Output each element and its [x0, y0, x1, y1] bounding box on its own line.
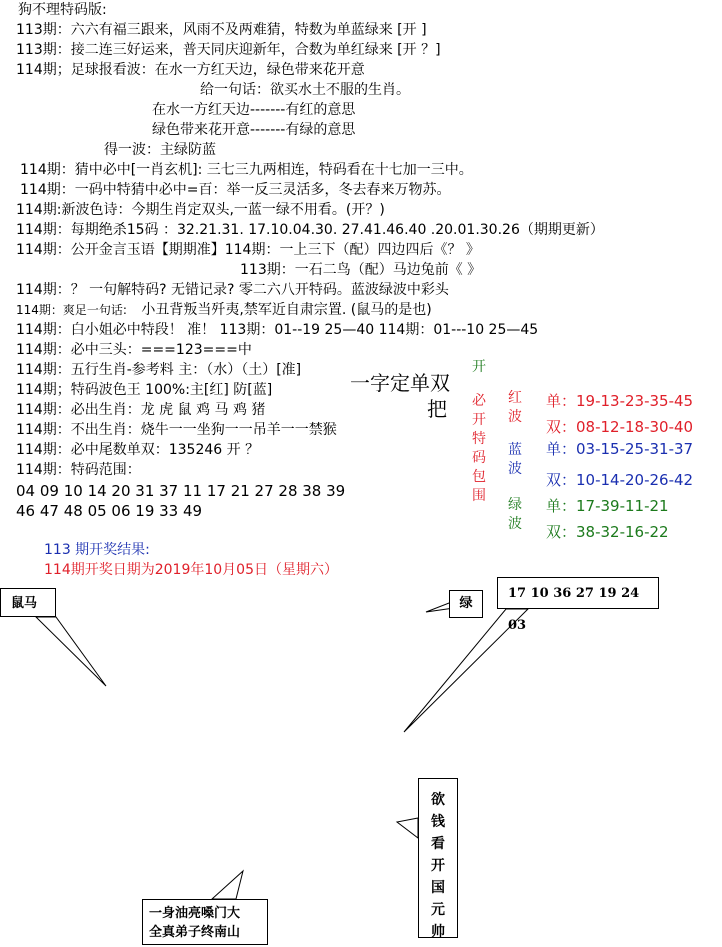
result-113: 113 期开奖结果: — [44, 542, 150, 558]
line-bichu: 114期：必出生肖：龙 虎 鼠 鸡 马 鸡 猪 — [16, 402, 266, 418]
page-title: 狗不理特码版: — [18, 2, 107, 18]
line-113-1: 113期：六六有福三跟来，风雨不及两难猜，特数为单蓝绿来 [开 ] — [16, 22, 427, 38]
bubble-yuqian: 欲钱看开国元帅 — [418, 778, 458, 938]
line-baixiaojie: 114期：白小姐必中特段！ 准！ 113期：01--19 25—40 114期：01---10 25—45 — [16, 322, 539, 338]
range-row-1: 04 09 10 14 20 31 37 11 17 21 27 28 38 39 — [16, 482, 346, 500]
line-jinyan: 114期：公开金言玉语【期期准】114期：一上三下（配）四边四后《？ 》 — [16, 242, 480, 258]
line-buchu: 114期：不出生肖：烧牛一一坐狗一一吊羊一一禁猴 — [16, 422, 337, 438]
line-wuxing: 114期：五行生肖-参考料 主：（水）（土）[准] — [16, 362, 302, 378]
red-double: 双：08-12-18-30-40 — [546, 418, 694, 436]
vertical-red-text: 必开特码包围 — [472, 393, 486, 504]
line-santou: 114期：必中三头：===123===中 — [16, 342, 252, 358]
proverb-text: 小丑背叛当歼夷,禁军近自肃宗置. (鼠马的是也) — [141, 302, 432, 318]
blue-wave-label: 蓝波 — [508, 442, 522, 477]
line-114-football: 114期；足球报看波：在水一方红天边，绿色带来花开意 — [16, 62, 365, 78]
line-green-meaning: 绿色带来花开意-------有绿的意思 — [152, 122, 356, 138]
bubble-bottom-line-1: 一身油亮嗓门大 — [149, 906, 241, 921]
vertical-green-text: 开 — [472, 359, 486, 375]
line-hint: 给一句话：欲买水土不服的生肖。 — [200, 82, 410, 98]
tail-bottom — [212, 871, 243, 899]
tail-yuqian — [397, 818, 418, 838]
line-xuanji: 114期：猜中必中[一肖玄机]: 三七三九两相连，特码看在十七加一三中。 — [20, 162, 473, 178]
red-wave-label: 红波 — [508, 390, 522, 425]
blue-double: 双：10-14-20-26-42 — [546, 471, 694, 489]
red-single: 单：19-13-23-35-45 — [546, 392, 694, 410]
proverb-label: 114期：爽足一句话: — [16, 303, 127, 317]
line-fanwei: 114期：特码范围： — [16, 462, 141, 478]
line-113-2: 113期：接二连三好运来，普天同庆迎新年，合数为单红绿来 [开 ？] — [16, 42, 441, 58]
big-title: 一字定单双 — [350, 371, 450, 395]
line-jue-sha: 114期：每期绝杀15码 ：32.21.31. 17.10.04.30. 27.41.46.40 .20.01.30.26（期期更新） — [16, 222, 604, 238]
line-weishu: 114期：必中尾数单双：135246 开 ？ — [16, 442, 260, 458]
range-row-2: 46 47 48 05 06 19 33 49 — [16, 502, 203, 520]
green-double: 双：38-32-16-22 — [546, 523, 669, 541]
green-wave-label: 绿波 — [508, 497, 522, 532]
bubble-lv: 绿 — [449, 590, 483, 618]
blue-single: 单：03-15-25-31-37 — [546, 440, 694, 458]
line-yiju: 114期：？ 一句解特码? 无错记录? 零二六八开特码。蓝波绿波中彩头 — [16, 282, 449, 298]
green-single: 单：17-39-11-21 — [546, 497, 669, 515]
line-wave: 得一波：主绿防蓝 — [104, 142, 216, 158]
line-red-meaning: 在水一方红天边-------有红的意思 — [152, 102, 356, 118]
line-bosewang: 114期；特码波色王 100%:主[红] 防[蓝] — [16, 382, 273, 398]
result-114: 114期开奖日期为2019年10月05日（星期六） — [44, 562, 338, 578]
line-bose-poem: 114期:新波色诗：今期生肖定双头,一蓝一绿不用看。(开？) — [16, 202, 385, 218]
tail-shuma — [36, 617, 106, 686]
line-yima: 114期：一码中特猜中必中=百：举一反三灵活多，冬去春来万物苏。 — [20, 182, 451, 198]
bubble-numbers: 17 10 36 27 19 24 03 — [497, 577, 659, 609]
line-yishi: 113期：一石二鸟（配）马边兔前《 》 — [240, 262, 482, 278]
bubble-shuma: 鼠马 — [0, 588, 56, 617]
bubble-bottom-line-2: 全真弟子终南山 — [149, 925, 241, 940]
big-title-2: 把 — [427, 397, 447, 421]
bubble-bottom — [142, 899, 268, 945]
